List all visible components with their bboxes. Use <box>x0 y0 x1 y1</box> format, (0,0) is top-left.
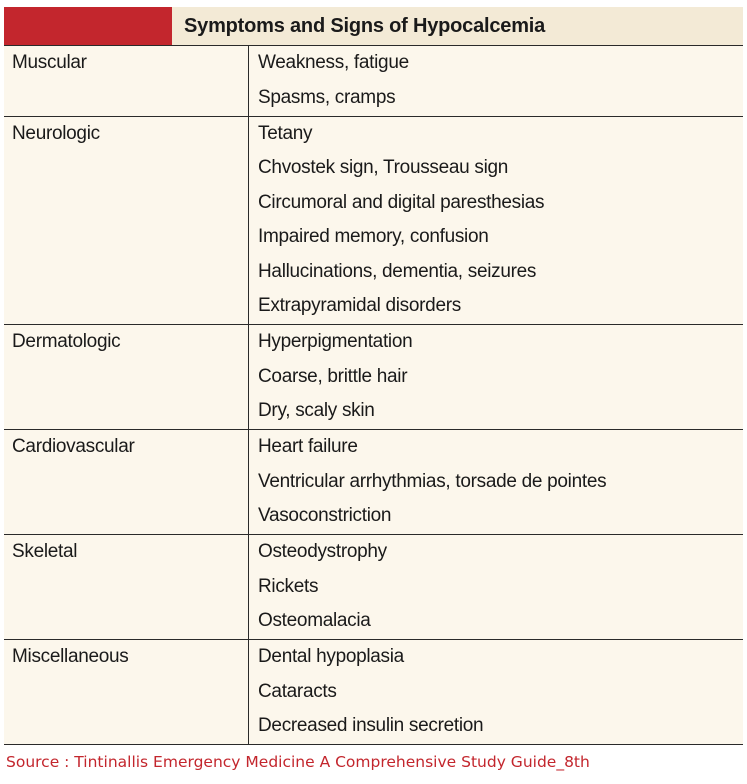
symptom-item: Cataracts <box>258 680 337 702</box>
category-cell: Skeletal <box>4 535 249 639</box>
symptom-list-cell <box>249 325 743 429</box>
symptom-item: Dry, scaly skin <box>258 400 375 421</box>
symptom-item: Ventricular arrhythmias, torsade de pointes <box>258 470 607 492</box>
source-citation: Source : Tintinallis Emergency Medicine A Comprehensive Study Guide_8th <box>6 753 590 771</box>
symptom-item: Heart failure <box>258 436 358 457</box>
symptom-item: Vasoconstriction <box>258 505 392 526</box>
table-row <box>4 325 743 430</box>
category-cell: Muscular <box>4 46 249 116</box>
hypocalcemia-table <box>4 7 743 745</box>
table-row <box>4 117 743 326</box>
header-accent-block <box>4 7 172 45</box>
symptom-list-cell <box>249 46 743 116</box>
table-row <box>4 430 743 535</box>
symptom-item: Tetany <box>258 122 313 144</box>
category-cell: Neurologic <box>4 117 249 325</box>
symptom-list-cell <box>249 535 743 639</box>
symptom-item: Circumoral and digital paresthesias <box>258 191 545 213</box>
table-body <box>4 46 743 745</box>
symptom-item: Osteomalacia <box>258 610 371 631</box>
symptom-item: Spasms, cramps <box>258 86 396 108</box>
symptom-item: Impaired memory, confusion <box>258 226 489 247</box>
symptom-item: Chvostek sign, Trousseau sign <box>258 157 509 178</box>
table-row <box>4 535 743 640</box>
symptom-item: Hyperpigmentation <box>258 331 413 352</box>
symptom-item: Osteodystrophy <box>258 541 387 562</box>
symptom-item: Extrapyramidal disorders <box>258 295 461 316</box>
table-row <box>4 46 743 117</box>
symptom-item: Rickets <box>258 575 319 597</box>
table-title: Symptoms and Signs of Hypocalcemia <box>172 7 743 45</box>
symptom-item: Weakness, fatigue <box>258 52 409 73</box>
symptom-item: Decreased insulin secretion <box>258 715 484 736</box>
table-header <box>4 7 743 46</box>
symptom-item: Dental hypoplasia <box>258 646 404 667</box>
symptom-list-cell <box>249 117 743 325</box>
symptom-list-cell <box>249 640 743 744</box>
category-cell: Miscellaneous <box>4 640 249 744</box>
category-cell: Cardiovascular <box>4 430 249 534</box>
symptom-item: Hallucinations, dementia, seizures <box>258 260 537 282</box>
symptom-item: Coarse, brittle hair <box>258 365 408 387</box>
symptom-list-cell <box>249 430 743 534</box>
table-row <box>4 640 743 745</box>
category-cell: Dermatologic <box>4 325 249 429</box>
